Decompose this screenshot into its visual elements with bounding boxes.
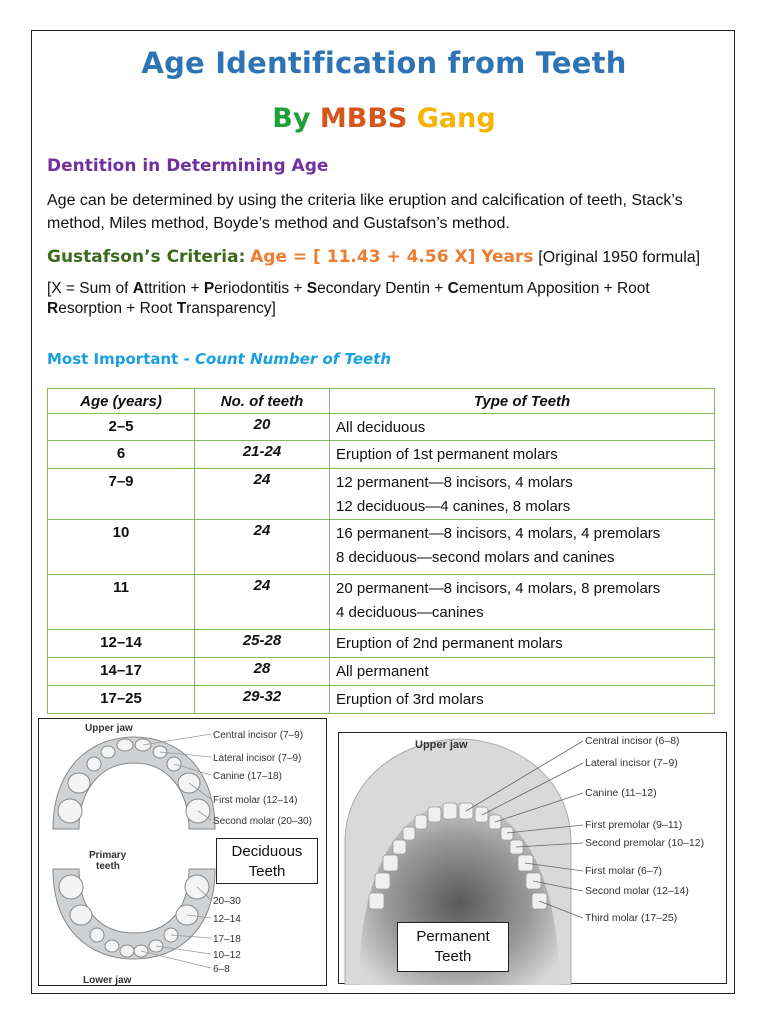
upper-tooth-labels	[213, 730, 312, 827]
table-row	[48, 686, 715, 714]
caption-line: Teeth	[248, 863, 286, 880]
table-row	[48, 441, 715, 469]
byline-gang: Gang	[416, 103, 496, 134]
tooth-label: Lateral incisor (7–9)	[585, 757, 678, 769]
important-label: Most Important -	[47, 350, 196, 368]
x-rest: ransparency]	[186, 300, 276, 317]
cell-teeth-type	[330, 658, 715, 686]
header-age: Age (years)	[48, 389, 195, 414]
byline-by: By	[272, 103, 311, 134]
teeth-type-line: 16 permanent—8 incisors, 4 molars, 4 premolars	[336, 525, 661, 542]
teeth-type-line: 4 deciduous—canines	[336, 604, 484, 621]
x-initial: T	[176, 300, 187, 317]
important-sub: Count Number of Teeth	[195, 350, 392, 368]
cell-teeth-type	[330, 630, 715, 658]
cell-teeth-type	[330, 469, 715, 520]
x-initial: C	[447, 280, 459, 297]
cell-age: 2–5	[48, 414, 195, 441]
cell-teeth-type	[330, 414, 715, 441]
important-heading	[47, 350, 391, 368]
x-rest: esorption + Root	[58, 300, 177, 317]
tooth-label: 17–18	[213, 934, 241, 945]
tooth-label: Second molar (12–14)	[585, 885, 689, 897]
gustafson-note: [Original 1950 formula]	[538, 249, 701, 266]
tooth-label: Canine (11–12)	[585, 787, 657, 799]
table-row	[48, 469, 715, 520]
cell-age: 17–25	[48, 686, 195, 714]
table-row	[48, 414, 715, 441]
lower-jaw-label: Lower jaw	[83, 975, 132, 986]
tooth-label: 12–14	[213, 914, 241, 925]
byline-mbbs: MBBS	[319, 103, 408, 134]
cell-age: 12–14	[48, 630, 195, 658]
table-row	[48, 520, 715, 575]
tooth-label: First molar (12–14)	[213, 795, 298, 806]
cell-teeth-type	[330, 520, 715, 575]
caption-line: Deciduous	[231, 843, 303, 860]
cell-teeth-type	[330, 575, 715, 630]
cell-teeth-count: 28	[195, 658, 330, 686]
upper-jaw-label: Upper jaw	[415, 739, 468, 751]
x-initial: P	[203, 280, 215, 297]
teeth-type-line: 12 deciduous—4 canines, 8 molars	[336, 498, 571, 515]
teeth-type-line: All permanent	[336, 663, 429, 680]
teeth-type-line: 8 deciduous—second molars and canines	[336, 549, 615, 566]
tooth-label: Third molar (17–25)	[585, 912, 678, 924]
upper-jaw-label: Upper jaw	[85, 723, 133, 734]
cell-teeth-count: 25-28	[195, 630, 330, 658]
deciduous-caption	[216, 838, 318, 884]
x-rest: econdary Dentin +	[317, 280, 448, 297]
table-row	[48, 658, 715, 686]
tooth-label: Central incisor (6–8)	[585, 735, 680, 747]
x-rest: ttrition +	[143, 280, 204, 297]
intro-paragraph: Age can be determined by using the criteria like eruption and calcification of teeth, Stack’s method, Miles method, Boyde’s method and Gustafson’s method.	[47, 192, 683, 232]
tooth-label: Second premolar (10–12)	[585, 837, 705, 849]
tooth-label: Second molar (20–30)	[213, 816, 312, 827]
x-rest: ementum Apposition + Root	[458, 280, 650, 297]
tooth-label: 6–8	[213, 964, 230, 975]
tooth-label: First premolar (9–11)	[585, 819, 683, 831]
cell-teeth-count: 24	[195, 575, 330, 630]
teeth-type-line: 20 permanent—8 incisors, 4 molars, 8 premolars	[336, 580, 661, 597]
x-initial: A	[132, 280, 144, 297]
x-definition-open: [X = Sum of	[47, 280, 133, 297]
teeth-type-line: 12 permanent—8 incisors, 4 molars	[336, 474, 573, 491]
header-teeth: No. of teeth	[195, 389, 330, 414]
cell-teeth-count: 24	[195, 469, 330, 520]
cell-age: 7–9	[48, 469, 195, 520]
x-rest: eriodontitis +	[214, 280, 307, 297]
cell-teeth-count: 24	[195, 520, 330, 575]
primary-label: Primary	[89, 850, 127, 861]
cell-teeth-count: 29-32	[195, 686, 330, 714]
teeth-type-line: Eruption of 1st permanent molars	[336, 446, 558, 463]
cell-teeth-count: 20	[195, 414, 330, 441]
gustafson-line	[47, 246, 700, 269]
x-initial: R	[47, 300, 59, 317]
teeth-type-line: All deciduous	[336, 419, 426, 436]
cell-age: 11	[48, 575, 195, 630]
tooth-label: 20–30	[213, 896, 241, 907]
gustafson-formula: Age = [ 11.43 + 4.56 X] Years	[250, 247, 534, 267]
caption-line: Permanent	[416, 928, 490, 945]
permanent-tooth-labels	[585, 735, 704, 924]
table-header-row	[48, 389, 715, 414]
table-body	[48, 414, 715, 714]
header-type: Type of Teeth	[330, 389, 715, 414]
tooth-label: Lateral incisor (7–9)	[213, 753, 302, 764]
permanent-caption	[397, 922, 509, 972]
teeth-type-line: Eruption of 2nd permanent molars	[336, 635, 563, 652]
tooth-label: First molar (6–7)	[585, 865, 663, 877]
cell-age: 14–17	[48, 658, 195, 686]
tooth-label: Central incisor (7–9)	[213, 730, 304, 741]
cell-age: 6	[48, 441, 195, 469]
table-row	[48, 575, 715, 630]
byline	[0, 103, 768, 134]
lower-tooth-labels	[213, 896, 241, 975]
primary-label: teeth	[96, 861, 120, 872]
teeth-table	[47, 388, 715, 714]
caption-line: Teeth	[434, 948, 472, 965]
teeth-type-line: Eruption of 3rd molars	[336, 691, 484, 708]
section-heading: Dentition in Determining Age	[47, 156, 329, 176]
page-title: Age Identification from Teeth	[141, 46, 627, 80]
gustafson-label: Gustafson’s Criteria:	[47, 247, 246, 267]
x-definition	[47, 279, 727, 319]
cell-age: 10	[48, 520, 195, 575]
table-row	[48, 630, 715, 658]
cell-teeth-type	[330, 441, 715, 469]
tooth-label: Canine (17–18)	[213, 771, 282, 782]
cell-teeth-type	[330, 686, 715, 714]
tooth-label: 10–12	[213, 950, 241, 961]
cell-teeth-count: 21-24	[195, 441, 330, 469]
x-initial: S	[306, 280, 318, 297]
